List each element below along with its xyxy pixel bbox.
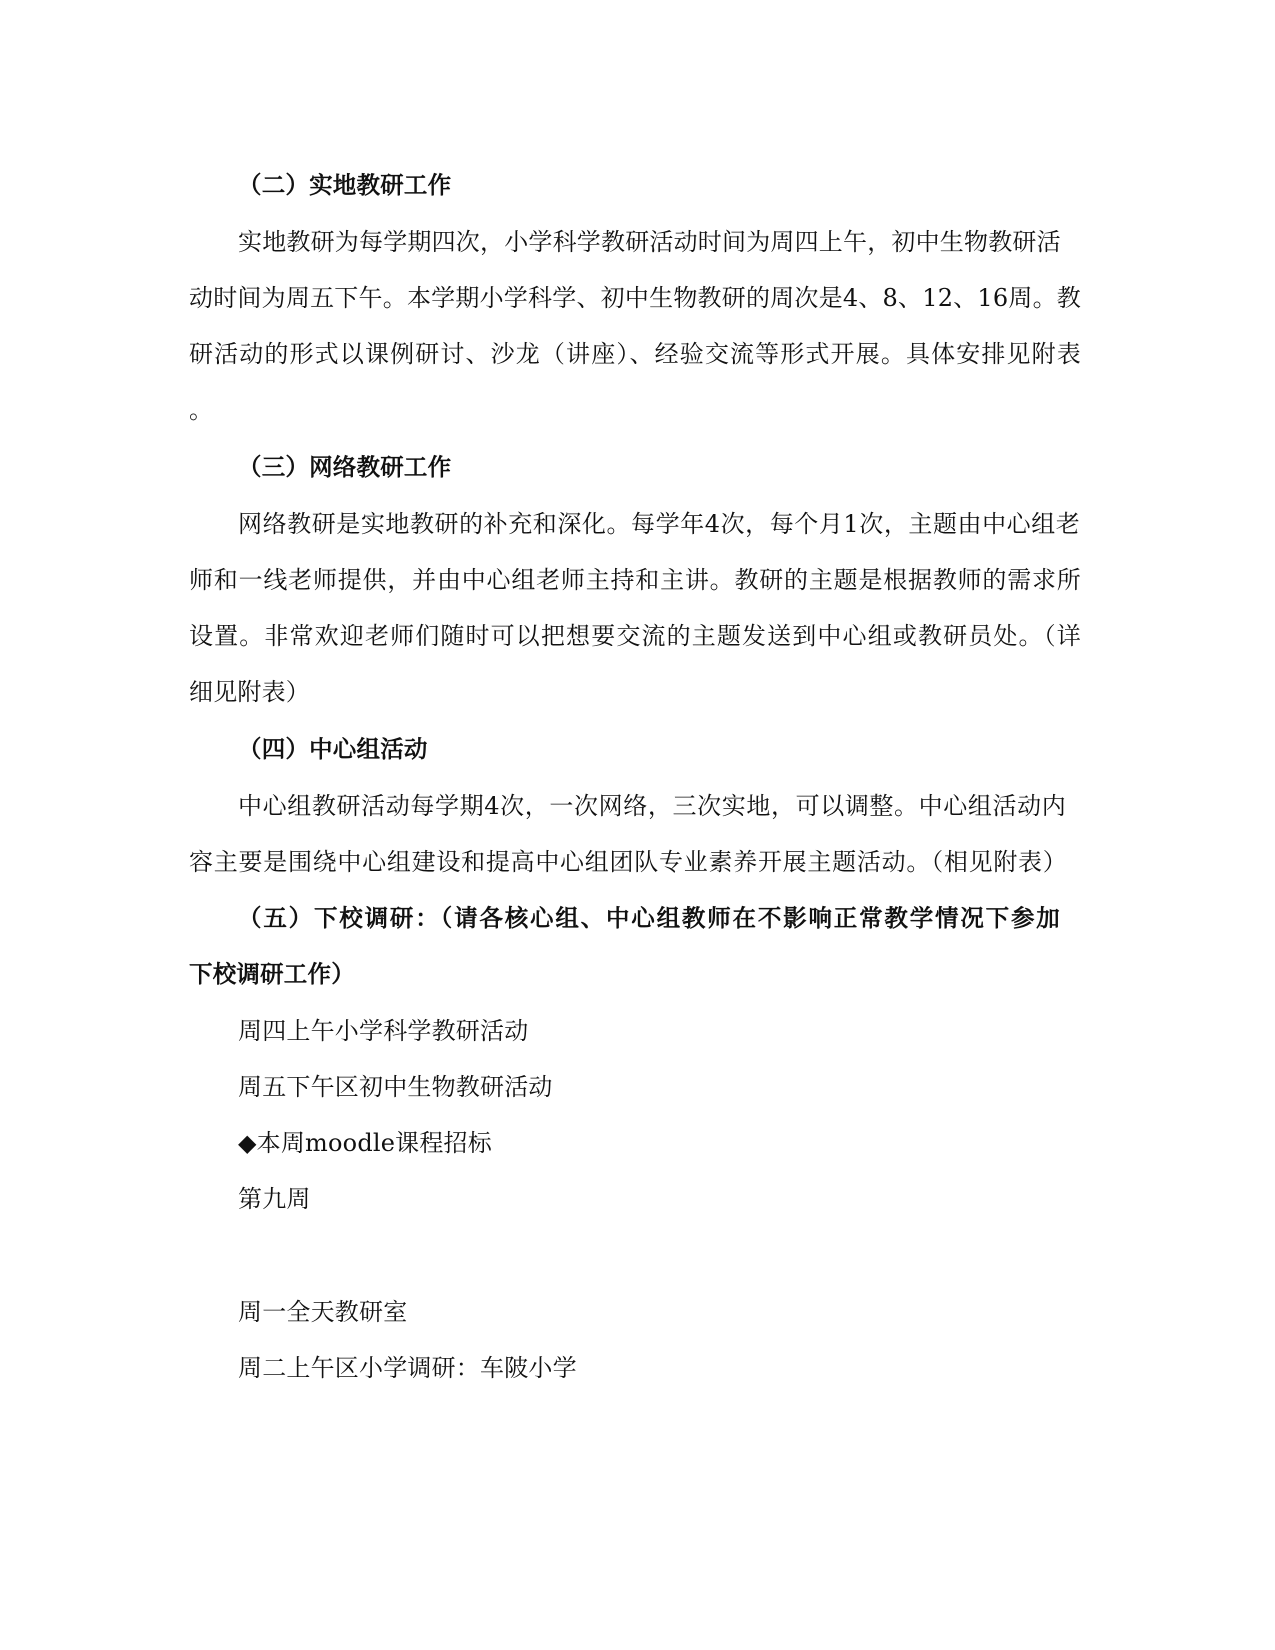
field-research-line-3: 研活动的形式以课例研讨、沙龙（讲座）、经验交流等形式开展。具体安排见附表: [189, 340, 1081, 368]
core-group-line-2: 容主要是围绕中心组建设和提高中心组团队专业素养开展主题活动。（相见附表）: [189, 848, 1067, 876]
section-heading-school-visits-line-1: （五）下校调研：（请各核心组、中心组教师在不影响正常教学情况下参加: [238, 904, 1060, 932]
online-research-line-1: 网络教研是实地教研的补充和深化。每学年4次，每个月1次，主题由中心组老: [238, 510, 1080, 538]
field-research-line-4: 。: [189, 396, 214, 424]
section-heading-core-group: （四）中心组活动: [238, 735, 428, 763]
field-research-line-1: 实地教研为每学期四次，小学科学教研活动时间为周四上午，初中生物教研活: [238, 228, 1061, 256]
section-heading-online-research: （三）网络教研工作: [238, 453, 452, 481]
schedule-tuesday: 周二上午区小学调研：车陂小学: [238, 1354, 577, 1382]
schedule-friday: 周五下午区初中生物教研活动: [238, 1073, 553, 1101]
field-research-line-2: 动时间为周五下午。本学期小学科学、初中生物教研的周次是4、8、12、16周。教: [189, 284, 1081, 312]
online-research-line-3: 设置。非常欢迎老师们随时可以把想要交流的主题发送到中心组或教研员处。（详: [189, 622, 1081, 650]
schedule-thursday: 周四上午小学科学教研活动: [238, 1017, 529, 1045]
section-heading-field-research: （二）实地教研工作: [238, 171, 452, 199]
schedule-week-nine: 第九周: [238, 1185, 311, 1213]
online-research-line-4: 细见附表）: [189, 678, 310, 706]
online-research-line-2: 师和一线老师提供，并由中心组老师主持和主讲。教研的主题是根据教师的需求所: [189, 566, 1081, 594]
schedule-monday: 周一全天教研室: [238, 1298, 408, 1326]
schedule-moodle-notice: ◆本周moodle课程招标: [238, 1129, 492, 1157]
core-group-line-1: 中心组教研活动每学期4次，一次网络，三次实地，可以调整。中心组活动内: [238, 792, 1066, 820]
section-heading-school-visits-line-2: 下校调研工作）: [189, 960, 355, 988]
